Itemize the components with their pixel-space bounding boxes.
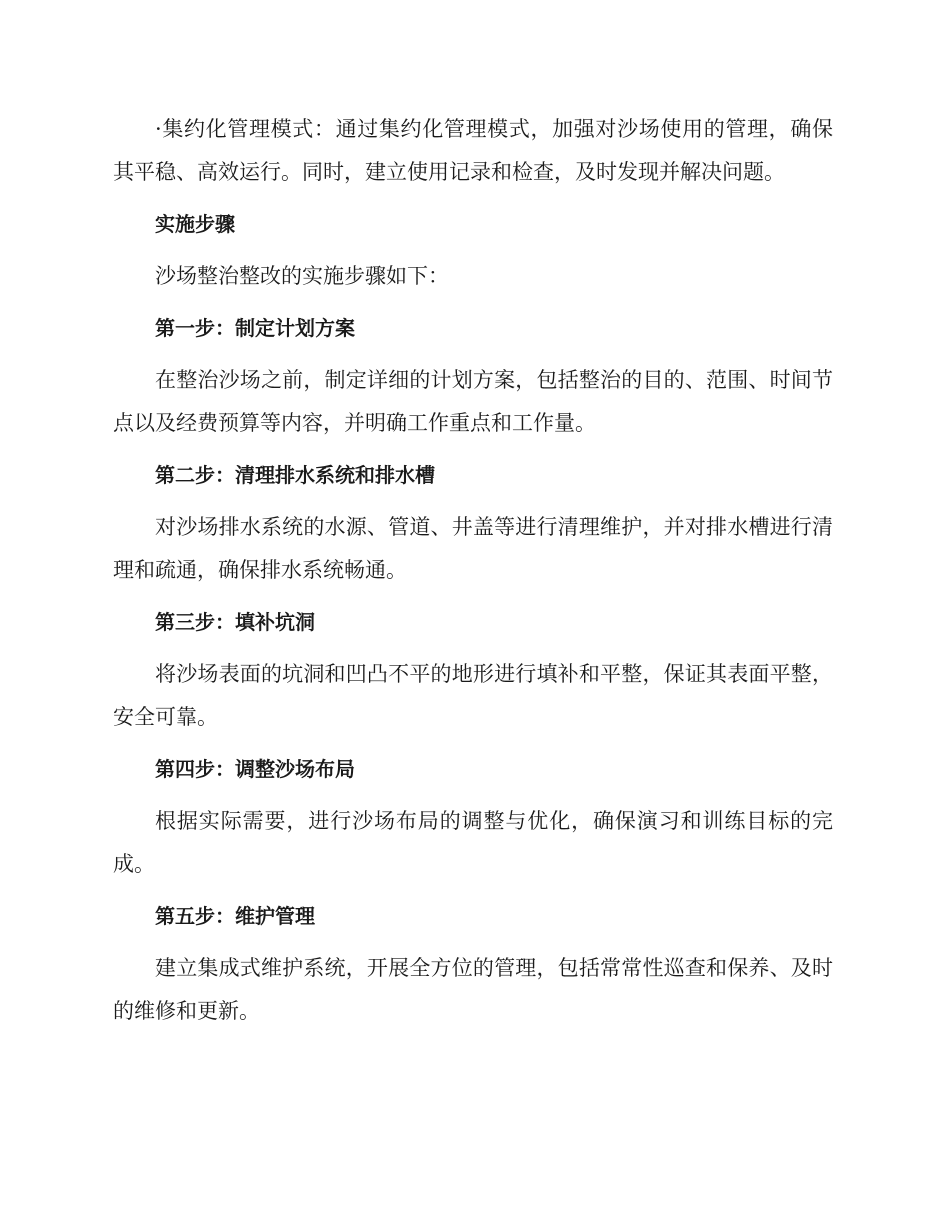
step-3-heading: 第三步：填补坑洞 — [155, 610, 315, 634]
step-1-body: 在整治沙场之前，制定详细的计划方案，包括整治的目的、范围、时间节点以及经费预算等内容，并明确工作重点和工作量。 — [113, 368, 833, 435]
section-intro: 沙场整治整改的实施步骤如下： — [155, 264, 449, 288]
step-2-body: 对沙场排水系统的水源、管道、井盖等进行清理维护，并对排水槽进行清理和疏通，确保排水系统畅通。 — [113, 515, 833, 582]
step-2-heading: 第二步：清理排水系统和排水槽 — [155, 463, 435, 487]
step-3-body: 将沙场表面的坑洞和凹凸不平的地形进行填补和平整，保证其表面平整，安全可靠。 — [113, 662, 833, 729]
step-1-heading: 第一步：制定计划方案 — [155, 316, 355, 340]
section-heading: 实施步骤 — [155, 212, 235, 236]
intro-paragraph: ·集约化管理模式：通过集约化管理模式，加强对沙场使用的管理，确保其平稳、高效运行。同时，建立使用记录和检查，及时发现并解决问题。 — [113, 117, 833, 184]
document-body — [113, 108, 833, 1042]
step-4-body: 根据实际需要，进行沙场布局的调整与优化，确保演习和训练目标的完成。 — [113, 809, 833, 876]
step-5-body: 建立集成式维护系统，开展全方位的管理，包括常常性巡查和保养、及时的维修和更新。 — [113, 956, 833, 1023]
step-5-heading: 第五步：维护管理 — [155, 904, 315, 928]
step-4-heading: 第四步：调整沙场布局 — [155, 757, 355, 781]
